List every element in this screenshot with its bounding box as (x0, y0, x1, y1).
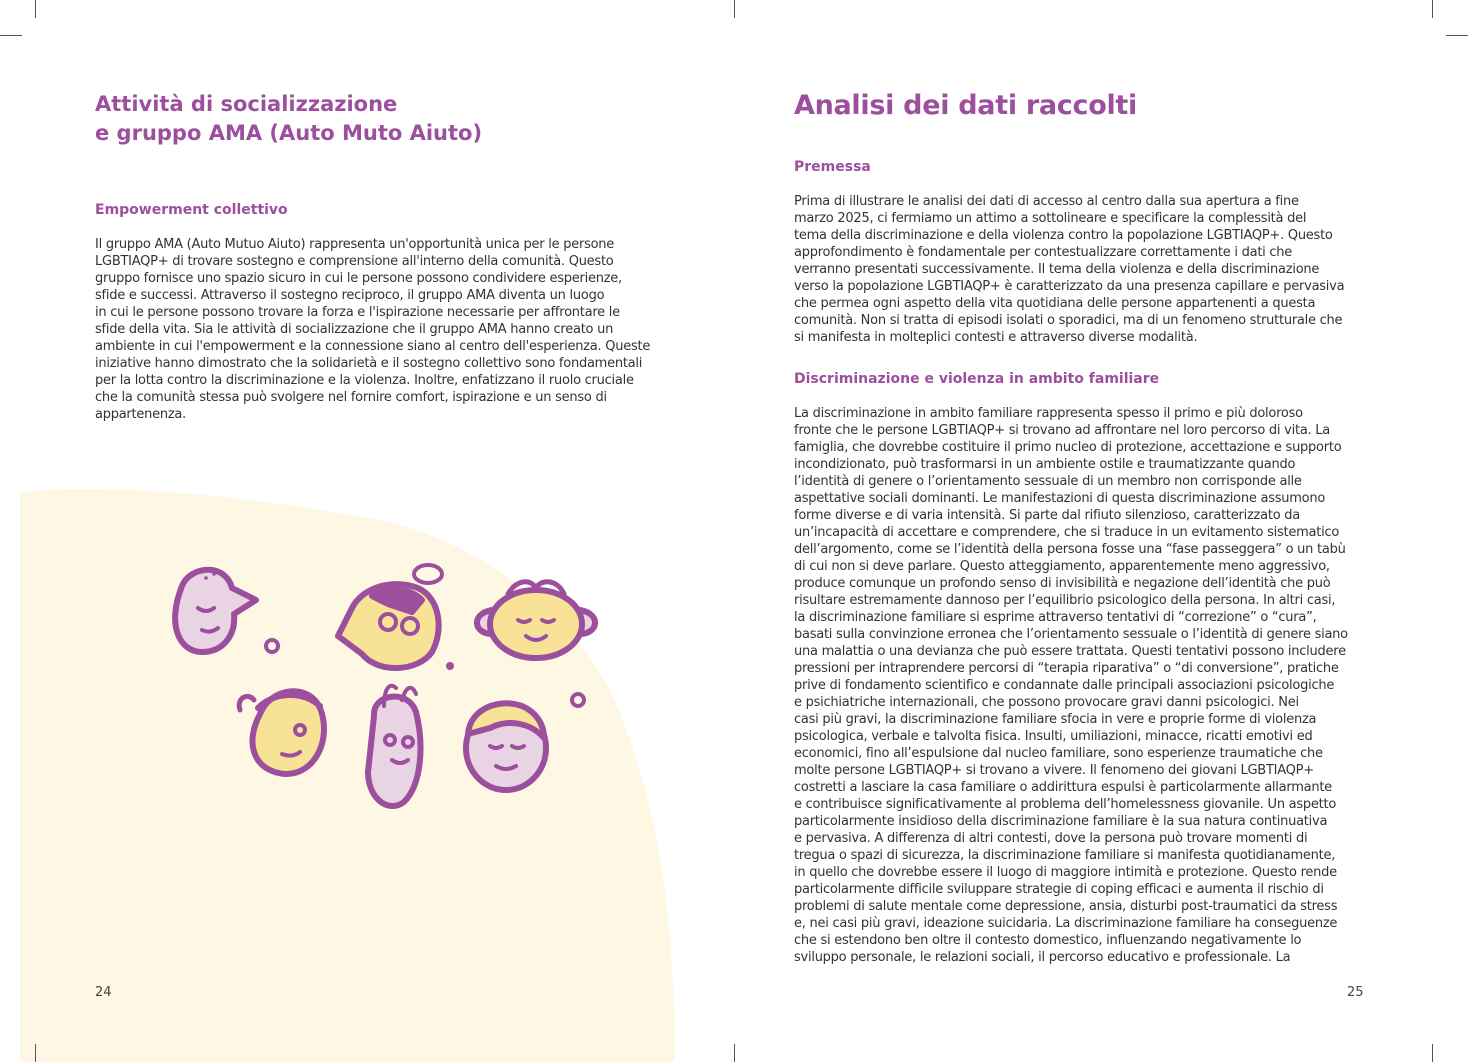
face-icon (338, 565, 442, 668)
page-number: 24 (95, 985, 112, 1000)
face-icon (368, 686, 420, 806)
face-icon (477, 582, 595, 658)
page-title: Analisi dei dati raccolti (794, 90, 1137, 121)
crop-mark (734, 1044, 735, 1062)
face-icon (466, 703, 546, 790)
body-paragraph-family: La discriminazione in ambito familiare rappresenta spesso il primo e più doloroso fronte che le persone LGBTIAQP+ si trovano ad affrontare nel loro percorso di vita. La famiglia, che dovrebbe costituire il primo nucleo di protezione, accettazione e supporto incondizionato, può trasformarsi in un ambiente ostile e traumatizzante quando l’identità di genere o l’orientamento sessuale di un membro non corrisponde alle aspettative sociali dominanti. Le manifestazioni di questa discriminazione assumono forme diverse e di varia intensità. Si parte dal rifiuto silenzioso, caratterizzato da un’incapacità di accettare e comprendere, che si traduce in un evitamento sistematico dell’argomento, come se l’identità della persona fosse una “fase passeggera” o un tabù di cui non si deve parlare. Questo atteggiamento, apparentemente meno aggressivo, produce comunque un profondo senso di invisibilità e negazione dell’identità che può risultare estremamente dannoso per l’equilibrio psicologico della persona. In altri casi, la discriminazione familiare si esprime attraverso tentativi di “correzione” o “cura”, basati sulla convinzione erronea che l’orientamento sessuale o l’identità di genere siano una malattia o una devianza che può essere trattata. Questi tentativi possono includere pressioni per intraprendere percorsi di “terapia riparativa” o “di conversione”, pratiche prive di fondamento scientifico e condannate dalle principali associazioni psicologiche e psichiatriche internazionali, che possono provocare gravi danni psicologici. Nei casi più gravi, la discriminazione familiare sfocia in vere e proprie forme di violenza psicologica, verbale e talvolta fisica. Insulti, umiliazioni, minacce, ricatti emotivi ed economici, fino all’espulsione dal nucleo familiare, sono esperienze traumatiche che molte persone LGBTIAQP+ si trovano a vivere. Il fenomeno dei giovani LGBTIAQP+ costretti a lasciare la casa familiare o addirittura espulsi è particolarmente allarmante e contribuisce significativamente al problema dell’homelessness giovanile. Un aspetto particolarmente insidioso della discriminazione familiare è la sua natura continuativa e pervasiva. A differenza di altri contesti, dove la persona può trovare momenti di tregua o spazi di sicurezza, la discriminazione familiare si manifesta quotidianamente, in quello che dovrebbe essere il luogo di maggiore intimità e protezione. Questo rende particolarmente difficile sviluppare strategie di coping efficaci e aumenta il rischio di problemi di salute mentale come depressione, ansia, disturbi post-traumatici da stress e, nei casi più gravi, ideazione suicidaria. La discriminazione familiare ha conseguenze che si estendono ben oltre il contesto domestico, influenzando negativamente lo sviluppo personale, le relazioni sociali, il percorso educativo e professionale. La (794, 406, 1348, 965)
crop-mark (1432, 1044, 1433, 1062)
crop-mark (35, 0, 36, 18)
page-number: 25 (1347, 985, 1364, 1000)
section-title-family: Discriminazione e violenza in ambito familiare (794, 371, 1160, 387)
section-title-premessa: Premessa (794, 159, 871, 175)
crop-mark (1432, 0, 1433, 18)
face-icon (239, 691, 324, 774)
section-title: Empowerment collettivo (95, 202, 288, 218)
crop-mark (0, 35, 22, 36)
body-paragraph-premessa: Prima di illustrare le analisi dei dati di accesso al centro dalla sua apertura a fine marzo 2025, ci fermiamo un attimo a sottolineare e specificare la complessità del tema della discriminazione e della violenza contro la popolazione LGBTIAQP+. Questo approfondimento è fondamentale per contestualizzare correttamente i dati che verranno presentati successivamente. Il tema della violenza e della discriminazione verso la popolazione LGBTIAQP+ è caratterizzato da una presenza capillare e pervasiva che permea ogni aspetto della vita quotidiana delle persone appartenenti a questa comunità. Non si tratta di episodi isolati o sporadici, ma di un fenomeno strutturale che si manifesta in molteplici contesti e attraverso diverse modalità. (794, 194, 1345, 345)
face-icon (175, 570, 256, 652)
group-of-faces-illustration (140, 548, 610, 848)
page-title: Attività di socializzazione e gruppo AMA (Auto Muto Aiuto) (95, 92, 483, 145)
crop-mark (35, 1044, 36, 1062)
crop-mark (1446, 35, 1468, 36)
body-paragraph: Il gruppo AMA (Auto Mutuo Aiuto) rappresenta un'opportunità unica per le persone LGBTIAQP+ di trovare sostegno e comprensione all'interno della comunità. Questo gruppo fornisce uno spazio sicuro in cui le persone possono condividere esperienze, sfide e successi. Attraverso il sostegno reciproco, il gruppo AMA diventa un luogo in cui le persone possono trovare la forza e l'ispirazione necessarie per affrontare le sfide della vita. Sia le attività di socializzazione che il gruppo AMA hanno creato un ambiente in cui l'empowerment e la connessione siano al centro dell'esperienza. Queste iniziative hanno dimostrato che la solidarietà e il sostegno collettivo sono fondamentali per la lotta contro la discriminazione e la violenza. Inoltre, enfatizzano il ruolo cruciale che la comunità stessa può svolgere nel fornire comfort, ispirazione e un senso di appartenenza. (95, 237, 651, 422)
right-page (734, 0, 1468, 1062)
crop-mark (734, 0, 735, 18)
